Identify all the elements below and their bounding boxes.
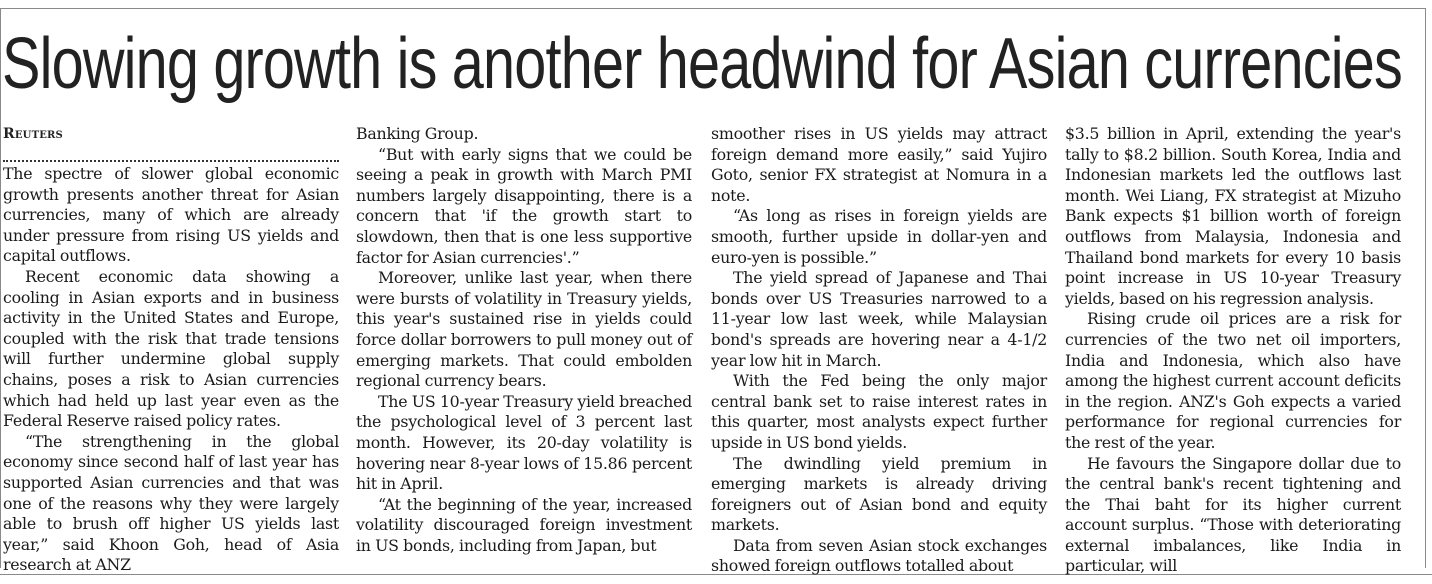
paragraph: “As long as rises in foreign yields are smooth, further upside in dollar-yen and euro-yen is possible.”: [711, 206, 1047, 267]
paragraph: The US 10-year Treasury yield breached the psychological level of 3 percent last month. However, its 20-day volatility is hovering near 8-year lows of 15.86 percent hit in April.: [356, 391, 692, 494]
paragraph: “But with early signs that we could be seeing a peak in growth with March PMI numbers largely disappointing, there is a concern that 'if the growth start to slowdown, then that is one less supportive factor for Asian currencies'.”: [356, 144, 692, 267]
top-rule: [0, 8, 1426, 9]
byline: Reuters: [3, 126, 63, 142]
paragraph: The spectre of slower global economic growth presents another threat for Asian currencies, many of which are already under pressure from rising US yields and capital outflows.: [3, 164, 339, 266]
paragraph: Data from seven Asian stock exchanges showed foreign outflows totalled about: [711, 535, 1047, 576]
paragraph: Rising crude oil prices are a risk for currencies of the two net oil importers, India and Indonesia, which also have among the highest current account deficits in the region. ANZ's Goh expects a varied performance for regional currencies for the rest of the year.: [1065, 309, 1401, 452]
paragraph: The dwindling yield premium in emerging markets is already driving foreigners out of Asian bond and equity markets.: [711, 453, 1047, 535]
paragraph: Banking Group.: [356, 124, 479, 143]
article-column-2: [356, 124, 692, 562]
byline-dotted-rule: [3, 144, 339, 162]
article-column-1: [3, 124, 339, 575]
paragraph: Recent economic data showing a cooling in Asian exports and in business activity in the United States and Europe, coupled with the risk that trade tensions will further undermine global supply chains, poses a risk to Asian currencies which had held up last year even as the Federal Reserve raised policy rates.: [3, 266, 339, 431]
paragraph: smoother rises in US yields may attract foreign demand more easily,” said Yujiro Goto, senior FX strategist at Nomura in a note.: [711, 124, 1047, 205]
paragraph: With the Fed being the only major central bank set to raise interest rates in this quarter, most analysts expect further upside in US bond yields.: [711, 371, 1047, 452]
paragraph: “At the beginning of the year, increased volatility discouraged foreign investment in US bonds, including from Japan, but: [356, 494, 692, 555]
paragraph: He favours the Singapore dollar due to the central bank's recent tightening and the Thai baht for its higher current account surplus. “Those with deteriorating external imbalances, like India in particular, will: [1065, 453, 1401, 576]
paragraph: “The strengthening in the global economy since second half of last year has supported Asian currencies and that was one of the reasons why they were largely able to brush off higher US yields last year,” said Khoon Goh, head of Asia research at ANZ: [3, 431, 339, 575]
paragraph: The yield spread of Japanese and Thai bonds over US Treasuries narrowed to a 11-year low last week, while Malaysian bond's spreads are hovering near a 4-1/2 year low hit in March.: [711, 268, 1047, 370]
article-column-4: [1065, 124, 1401, 576]
paragraph: Moreover, unlike last year, when there were bursts of volatility in Treasury yields, this year's sustained rise in yields could force dollar borrowers to pull money out of emerging markets. That could embolden regional currency bears.: [356, 268, 692, 391]
article-column-3: [711, 124, 1047, 576]
headline: Slowing growth is another headwind for Asian currencies: [2, 24, 1402, 104]
right-rule: [1425, 8, 1426, 568]
left-rule: [0, 8, 1, 568]
paragraph: $3.5 billion in April, extending the year's tally to $8.2 billion. South Korea, India and Indonesian markets led the outflows last month. Wei Liang, FX strategist at Mizuho Bank expects $1 billion worth of foreign outflows from Malaysia, Indonesia and Thailand bond markets for every 10 basis point increase in US 10-year Treasury yields, based on his regression analysis.: [1065, 124, 1401, 308]
